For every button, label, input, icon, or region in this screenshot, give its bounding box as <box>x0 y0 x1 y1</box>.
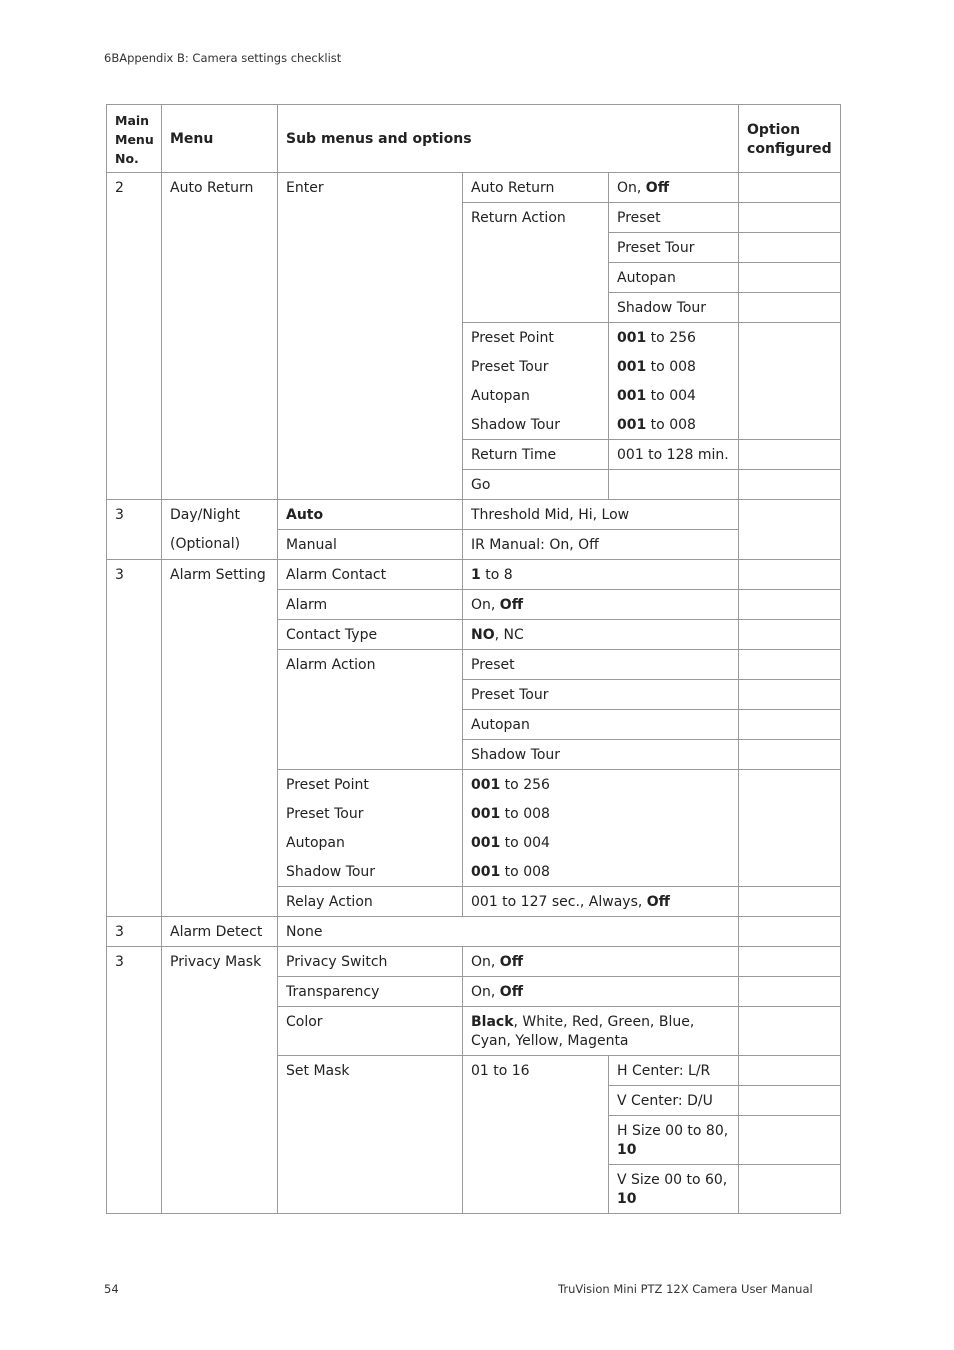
table-row <box>107 947 841 977</box>
option-configured-cell <box>739 440 841 470</box>
table-row <box>107 500 841 530</box>
submenu-name: Enter <box>278 173 463 500</box>
page-number: 54 <box>104 1282 119 1296</box>
submenu-name: Alarm Contact <box>278 560 463 590</box>
option-configured-cell <box>739 293 841 323</box>
submenu-name: Auto <box>278 500 463 530</box>
menu-no: 2 <box>107 173 162 500</box>
option-configured-cell <box>739 977 841 1007</box>
option-label: Preset Point <box>463 323 609 353</box>
option-value: On, Off <box>609 173 739 203</box>
menu-no: 3 <box>107 917 162 947</box>
header-main-menu-no: Main Menu No. <box>107 105 162 173</box>
option-configured-cell <box>739 1086 841 1116</box>
option-configured-cell <box>739 1007 841 1056</box>
option-value: H Center: L/R <box>609 1056 739 1086</box>
option-value: 001 to 004 <box>463 828 739 857</box>
option-value <box>609 470 739 500</box>
option-label: Go <box>463 470 609 500</box>
option-value: Shadow Tour <box>463 740 739 770</box>
option-value: IR Manual: On, Off <box>463 530 739 560</box>
option-value: Black, White, Red, Green, Blue, Cyan, Yellow, Magenta <box>463 1007 739 1056</box>
menu-no: 3 <box>107 947 162 1214</box>
option-configured-cell <box>739 263 841 293</box>
submenu-name: Privacy Switch <box>278 947 463 977</box>
menu-name: Day/Night (Optional) <box>162 500 278 560</box>
submenu-name: Preset Tour <box>278 799 463 828</box>
header-sub-menus: Sub menus and options <box>278 105 739 173</box>
option-value: 001 to 008 <box>609 410 739 440</box>
menu-name: Auto Return <box>162 173 278 500</box>
option-value: On, Off <box>463 590 739 620</box>
option-value: 001 to 256 <box>463 770 739 800</box>
option-value: 001 to 127 sec., Always, Off <box>463 887 739 917</box>
option-label: Preset Tour <box>463 352 609 381</box>
option-configured-cell <box>739 620 841 650</box>
option-configured-cell <box>739 917 841 947</box>
menu-name: Alarm Setting <box>162 560 278 917</box>
submenu-name: Contact Type <box>278 620 463 650</box>
submenu-name: Manual <box>278 530 463 560</box>
option-label: Return Time <box>463 440 609 470</box>
option-value: 1 to 8 <box>463 560 739 590</box>
submenu-name: Relay Action <box>278 887 463 917</box>
submenu-name: Autopan <box>278 828 463 857</box>
submenu-name: Preset Point <box>278 770 463 800</box>
table-row <box>107 560 841 590</box>
option-value: Threshold Mid, Hi, Low <box>463 500 739 530</box>
option-value: Preset <box>609 203 739 233</box>
option-configured-cell <box>739 203 841 233</box>
option-value: Preset Tour <box>463 680 739 710</box>
option-configured-cell <box>739 947 841 977</box>
option-value: 001 to 008 <box>463 857 739 887</box>
header-prefix: 6BAppendix B: <box>104 51 189 65</box>
option-label: Return Action <box>463 203 609 323</box>
header-menu: Menu <box>162 105 278 173</box>
header-title: Camera settings checklist <box>188 51 342 65</box>
option-configured-cell <box>739 770 841 887</box>
option-configured-cell <box>739 1116 841 1165</box>
option-value: 001 to 256 <box>609 323 739 353</box>
option-value: On, Off <box>463 947 739 977</box>
menu-name: Privacy Mask <box>162 947 278 1214</box>
submenu-name: Set Mask <box>278 1056 463 1214</box>
table-row <box>107 917 841 947</box>
menu-name: Alarm Detect <box>162 917 278 947</box>
option-value: V Center: D/U <box>609 1086 739 1116</box>
option-label: Autopan <box>463 381 609 410</box>
submenu-name: Alarm Action <box>278 650 463 770</box>
option-value: Preset Tour <box>609 233 739 263</box>
option-label: Auto Return <box>463 173 609 203</box>
submenu-name: Alarm <box>278 590 463 620</box>
option-value: 001 to 008 <box>609 352 739 381</box>
header-option-configured: Option configured <box>739 105 841 173</box>
option-configured-cell <box>739 233 841 263</box>
option-value: 001 to 004 <box>609 381 739 410</box>
option-configured-cell <box>739 740 841 770</box>
table-header-row <box>107 105 841 173</box>
option-value: None <box>278 917 739 947</box>
table-row <box>107 173 841 203</box>
option-value: H Size 00 to 80, 10 <box>609 1116 739 1165</box>
menu-no: 3 <box>107 560 162 917</box>
option-configured-cell <box>739 173 841 203</box>
settings-checklist-table <box>106 104 841 1214</box>
option-configured-cell <box>739 710 841 740</box>
option-configured-cell <box>739 590 841 620</box>
option-value: Preset <box>463 650 739 680</box>
submenu-name: Color <box>278 1007 463 1056</box>
option-value: NO, NC <box>463 620 739 650</box>
option-configured-cell <box>739 560 841 590</box>
option-configured-cell <box>739 1165 841 1214</box>
option-value: Autopan <box>609 263 739 293</box>
option-value: Autopan <box>463 710 739 740</box>
option-label: Shadow Tour <box>463 410 609 440</box>
running-header <box>104 51 341 65</box>
option-configured-cell <box>739 1056 841 1086</box>
option-value: On, Off <box>463 977 739 1007</box>
menu-no: 3 <box>107 500 162 560</box>
option-value: V Size 00 to 60, 10 <box>609 1165 739 1214</box>
option-value: 001 to 128 min. <box>609 440 739 470</box>
option-configured-cell <box>739 323 841 440</box>
option-configured-cell <box>739 680 841 710</box>
submenu-name: Shadow Tour <box>278 857 463 887</box>
option-value: 001 to 008 <box>463 799 739 828</box>
option-value: 01 to 16 <box>463 1056 609 1214</box>
option-configured-cell <box>739 650 841 680</box>
manual-title: TruVision Mini PTZ 12X Camera User Manual <box>558 1282 813 1296</box>
option-configured-cell <box>739 470 841 500</box>
option-configured-cell <box>739 887 841 917</box>
option-configured-cell <box>739 500 841 560</box>
submenu-name: Transparency <box>278 977 463 1007</box>
option-value: Shadow Tour <box>609 293 739 323</box>
